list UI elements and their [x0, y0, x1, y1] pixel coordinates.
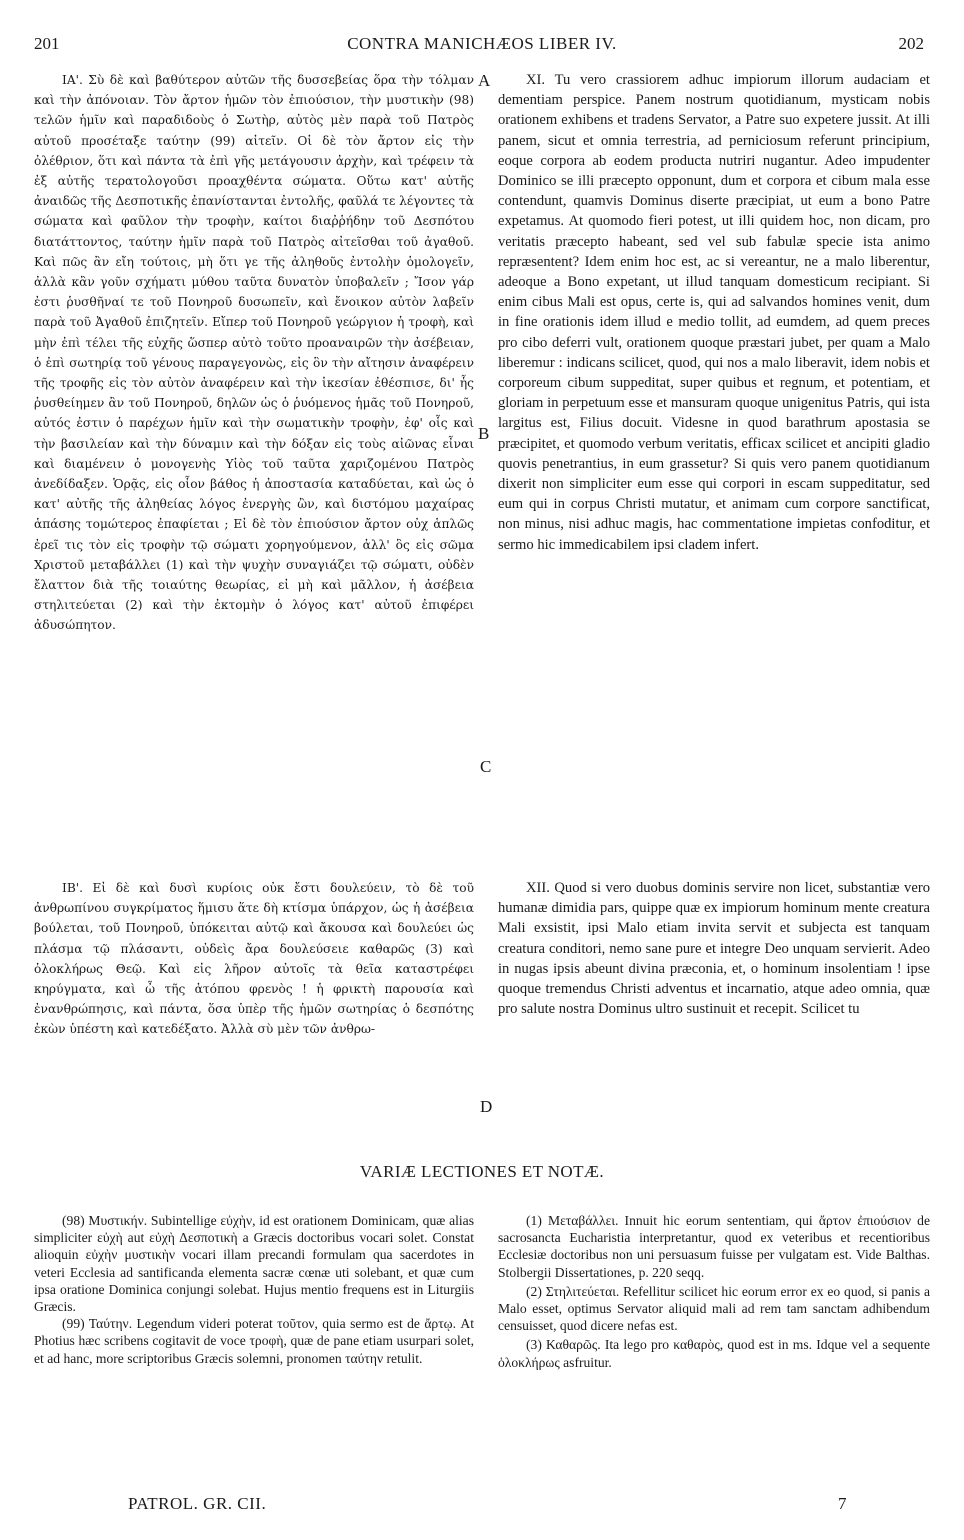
note-3: (3) Καθαρῶς. Ita lego pro καθαρὸς, quod est in ms. Idque vel a sequente ὁλοκλήρως asfruitur.: [498, 1337, 930, 1370]
series-signature: PATROL. GR. CII.: [128, 1494, 267, 1513]
right-page-number: 202: [898, 34, 924, 53]
latin-paragraph-11: XI. Tu vero crassiorem adhuc impiorum illorum audaciam et dementiam perspice. Panem nostrum quotidianum, mysticam nobis orationem exhibens et tradens Servator, a Patre suo expetere jussit. At illi panem, sicut et omnia terrestria, ad perniciosum referunt principium, eoque corpora ab eodem producta nutriri nugantur. Adeo impudenter Dominico se illi præcepto opponunt, dum et corpora et cibum mala esse contendunt, quamvis Dominus diserte præcipiat, ut eum a bono Patre expetamus. At quomodo fieri potest, ut illi quidem hoc, non dicam, pro veritatis præcepto habeant, sed vel sub fabulæ specie ista animo repræsentent? Idem enim hoc est, ac si vereantur, ne a malo liberentur, adeoque a Bono expetant, ut illud tanquam domesticum recipiant. Si enim cibus Mali est opus, certe is, qui ad salvandos homines venit, dum in fine orationis idem illud e medio tollit, ad eumdem, ad quem preces pro cibo deferri vult, orationem quoque præstari jubet, per quam a Malo liberemur : indicans scilicet, quod, qui nos a malo liberavit, idem nobis et corporeum cibum suppeditat, super quibus et regnum, et potentiam, et gloriam in perpetuum esse et mansuram quoque unigenitus Patris, qui ista largitus est, Filius docuit. Videsne in quod barathrum apostasia se præcipitet, et quomodo verbum veritatis, efficax scilicet et ancipiti gladio quovis penetrantius, in eum grassetur? Si quis vero panem quotidianum dixerit non simpliciter eum esse qui corpori in escam suppeditatur, sed eum qui in corpus Christi mutatur, et animam cum corpore sanctificat, non minus, nisi adhuc magis, hac commentatione impietas confoditur, et sermo hic immedicabilem ipsi cladem infert.: [498, 72, 930, 553]
greek-column-section-11: [34, 70, 474, 636]
signature-number: 7: [838, 1494, 847, 1513]
latin-paragraph-12: XII. Quod si vero duobus dominis servire non licet, substantiæ vero humanæ dimidia pars, quippe quæ ex impiorum hominum mente creatura Mali exsistit, ipsi Malo etiam invita servit et subjecta est tanquam creatura conditori, nemo sane pure et integre Deo unquam servierit. Adeo in nugas ipsis abeunt divina præconia, et, o hominum insolentiam ! ipse quoque tremendus Christi adventus et incarnatio, atque adeo omnia, quæ pro salute nostra Dominus ultro sustinuit et recepit. Scilicet tu: [498, 880, 930, 1018]
latin-column-section-12: [498, 878, 930, 1019]
note-98: (98) Μυστικήν. Subintellige εὐχὴν, id est orationem Dominicam, quæ alias simpliciter εὐχὴ aut εὐχὴ Δεσποτικὴ a Græcis doctoribus vocari solet. Constat alioquin εὐχὴν μυστικὴν vocari illam precandi formulam qua sacerdotes in veteri Ecclesia ad santificanda elementa sacræ cœnæ uti solebant, et quæ cum ipsa oratione Dominica conjungi solebat. Hujus mentio frequens est in Liturgiis Græcis.: [34, 1213, 474, 1315]
notes-left-column: [34, 1212, 474, 1367]
latin-column-section-11: [498, 70, 930, 555]
note-2: (2) Στηλιτεύεται. Refellitur scilicet hic eorum error ex eo quod, si panis a Malo esset, optimus Servator aliquid mali ad rem tam sanctam adhibendum censuisset, quod dicere nefas est.: [498, 1283, 930, 1334]
note-99: (99) Ταύτην. Legendum videri poterat τοῦτον, quia sermo est de ἄρτῳ. At Photius hæc scribens cogitavit de voce τροφὴ, quæ de pane etiam usurpari solet, et ad hanc, more scriptoribus Græcis solemni, pronomen ταύτην retulit.: [34, 1316, 474, 1366]
notes-heading: VARIÆ LECTIONES ET NOTÆ.: [359, 1162, 605, 1181]
margin-marker-d: D: [480, 1097, 493, 1116]
greek-paragraph-12: ΙΒ'. Εἰ δὲ καὶ δυσὶ κυρίοις οὐκ ἔστι δουλεύειν, τὸ δὲ τοῦ ἀνθρωπίνου συγκρίματος ἥμισυ ἅτε δὴ κτίσμα ὑπάρχον, ὡς ἡ ἀσέβεια βούλεται, τοῦ Πονηροῦ, ὑπόκειται αὐτῷ καὶ ἄκουσα καὶ δουλεύει ὡς πλάσμα τῷ πλάσαντι, οὐδεὶς ἄρα δουλεύσειε καθαρῶς (3) καὶ ὁλοκλήρως Θεῷ. Καὶ εἰς λῆρον αὐτοῖς τὰ θεῖα καταστρέφει κηρύγματα, καὶ ὦ τῆς ἀτόπου φρενὸς ! ἡ φρικτὴ παρουσία καὶ ἐνανθρώπησις, καὶ πάντα, ὅσα ὑπὲρ τῆς ἡμῶν σωτηρίας ὁ δεσπότης ἐκὼν ὑπέστη καὶ κατεδέξατο. Ἀλλὰ σὺ μὲν τῶν ἀνθρω-: [34, 881, 474, 1037]
greek-paragraph-11: ΙΑ'. Σὺ δὲ καὶ βαθύτερον αὐτῶν τῆς δυσσεβείας ὅρα τὴν τόλμαν καὶ τὴν ἀπόνοιαν. Τὸν ἄρτον ἡμῶν τὸν ἐπιούσιον, τὴν μυστικὴν (98) τελῶν ἡμῖν καὶ παραδιδοὺς ὁ Σωτὴρ, αὐτὸς μὲν παρὰ τοῦ Πατρὸς αὐτοῦ προσέταξε ταύτην (99) αἰτεῖν. Οἱ δὲ τὸν ἄρτον εἰς τὴν ὀλέθριον, ὅτι καὶ πάντα τὰ ἐπὶ γῆς μετάγουσιν ἀρχὴν, καὶ τρέφειν τὰ ἐξ αὐτῆς τερατολογοῦσι προαχθέντα σώματα. Οὕτω κατ' αὐτῆς ἀναιδῶς τῆς Δεσποτικῆς ἐπανίστανται ἐντολῆς, φαῦλά τε λέγοντες τὰ σώματα καὶ φαῦλον τὴν τροφὴν, καίτοι διαῤῥήδην τοῦ Δεσπότου διατάττοντος, ταύτην ἡμῖν παρὰ τοῦ Πατρὸς αἰτεῖσθαι τοῦ ἀγαθοῦ. Καὶ πῶς ἂν εἴη τούτοις, μὴ ὅτι γε τῆς ἀληθοῦς ἐντολὴν ὁμολογεῖν, ἀλλὰ κἂν γοῦν σχήματι μύθου ταῦτα δυνατὸν ὑποβαλεῖν ; Ἴσον γάρ ἐστι ῥυσθῆναί τε τοῦ Πονηροῦ δυσωπεῖν, καὶ ἔνοικον αὐτὸν λαβεῖν παρὰ τοῦ Ἀγαθοῦ ἐπιζητεῖν. Εἴπερ τοῦ Πονηροῦ γεώργιον ἡ τροφὴ, καὶ μὴν ἐπὶ τέλει τῆς εὐχῆς ὥσπερ αὐτὸ τοῦτο προαναιρῶν τὴν ἀσέβειαν, ὁ ἐπὶ σωτηρίᾳ τοῦ γένους παραγεγονὼς, εἰς ὃν τὴν αἴτησιν ἀναφέρειν τῆς τροφῆς εἰς τὸν αὐτὸν ἀναφέρειν καὶ τὴν ἱκεσίαν ἐθέσπισε, δι' ἧς ῥυσθείημεν ἂν τοῦ Πονηροῦ, δηλῶν ὡς ὁ ῥυόμενος ἡμᾶς τοῦ Πονηροῦ, αὐτός ἐστιν ὁ παρέχων ἡμῖν καὶ τὴν σωματικὴν τροφὴν, ἐφ' οἷς καὶ τὴν βασιλείαν καὶ τὴν δύναμιν καὶ τὴν δόξαν εἰς τοὺς αἰῶνας εἶναι καὶ διαμένειν ὁ μονογενὴς Υἱὸς τοῦ ταῦτα χαριζομένου Πατρὸς ἀνεδίδαξεν. Ὁρᾷς, εἰς οἷον βάθος ἡ ἀποστασία καταδύεται, καὶ ὡς ὁ κατ' αὐτῆς τῆς ἀληθείας λόγος ἐνεργὴς ὢν, καὶ διστόμου μαχαίρας ἁπάσης τομώτερος ἐπαφίεται ; Εἰ δὲ τὸν ἐπιούσιον ἄρτον οὐχ ἁπλῶς ἐρεῖ τις τὸν εἰς τροφὴν τῷ σώματι χορηγούμενον, ἀλλ' ὃς εἰς σῶμα Χριστοῦ μεταβάλλει (1) καὶ τὴν ψυχὴν συναγιάζει τῷ σώματι, οὐδὲν ἔλαττον διὰ τῆς τοιαύτης θεωρίας, εἰ μὴ καὶ μᾶλλον, ἡ ἀσέβεια στηλιτεύεται (2) καὶ τὴν ἐκτομὴν ὁ λόγος κατ' αὐτοῦ ἐπιφέρει ἀδυσώπητον.: [34, 73, 474, 633]
margin-marker-a: A: [478, 71, 491, 90]
running-title: CONTRA MANICHÆOS LIBER IV.: [347, 34, 617, 53]
greek-column-section-12: [34, 878, 474, 1040]
note-1: (1) Μεταβάλλει. Innuit hic eorum sententiam, qui ἄρτον ἐπιούσιον de sacrosancta Eucharistia interpretantur, quod ex veteribus et recentioribus Ecclesiæ doctoribus non uni persuasum fuisse per vulgatam est. Vide Balthas. Stolbergii Dissertationes, p. 220 seqq.: [498, 1213, 930, 1280]
margin-marker-c: C: [480, 757, 492, 776]
left-page-number: 201: [34, 34, 60, 53]
margin-marker-b: B: [478, 424, 490, 443]
notes-right-column: [498, 1212, 930, 1373]
